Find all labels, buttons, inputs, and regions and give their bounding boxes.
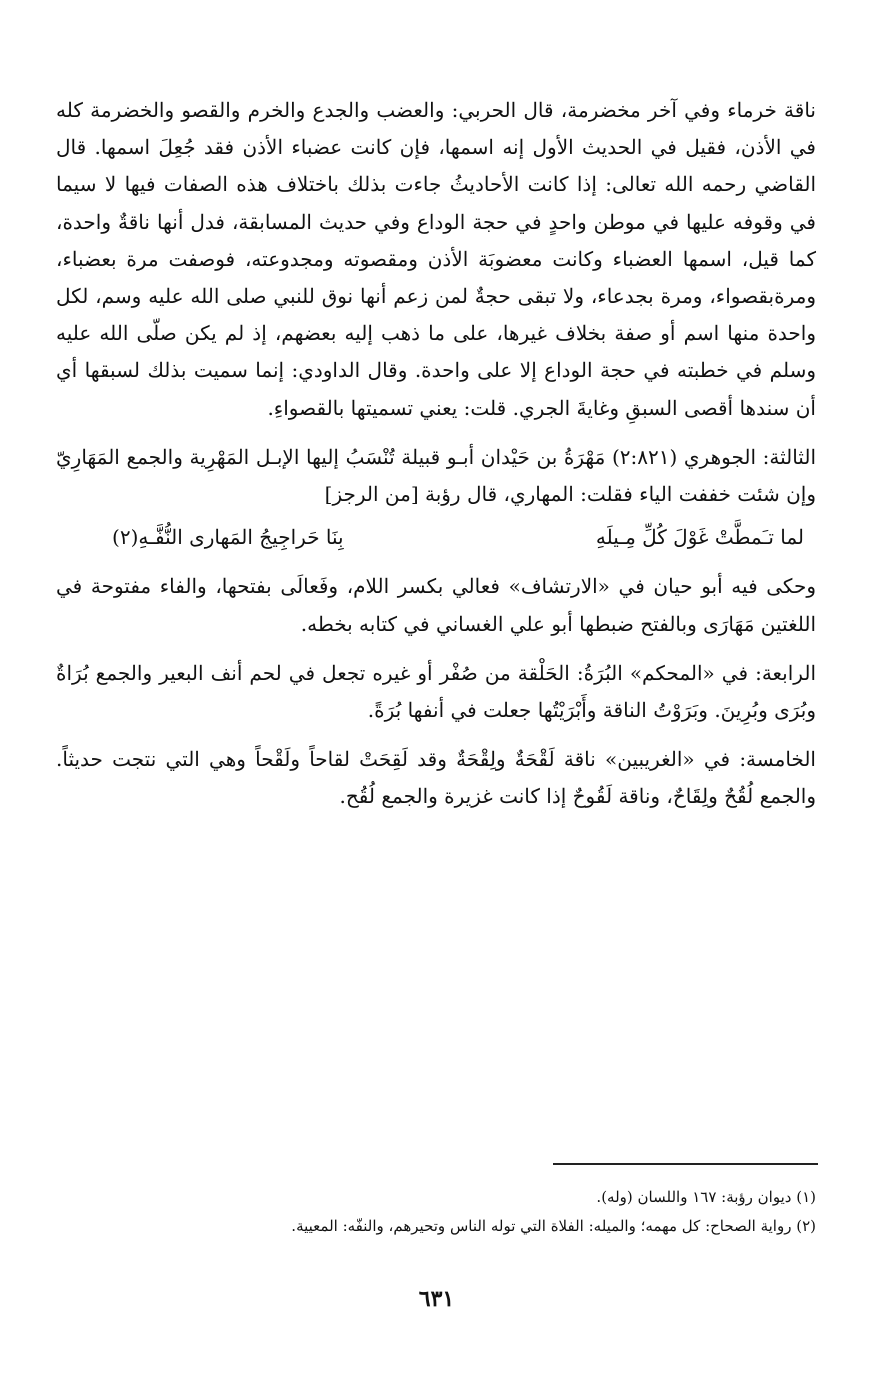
footnote-1: (١) ديوان رؤبة: ١٦٧ واللسان (وله). <box>596 1188 816 1206</box>
paragraph-2: الثالثة: الجوهري (٢:٨٢١) مَهْرَةُ بن حَيْدان أبـو قبيلة تُنْسَبُ إليها الإبـل المَهْرِية والجمع المَهَارِيّ وإن شئت خففت الياء فقلت: المهاري، قال رؤبة [من الرجز] <box>56 444 816 507</box>
verse-hemistich-1: لما تـَمطَّتْ غَوْلَ كُلِّ مِـيلَهِ <box>595 525 804 550</box>
footnote-2: (٢) رواية الصحاح: كل مهمه؛ والميله: الفلاة التي توله الناس وتحيرهم، والنفّه: المعيية. <box>291 1217 816 1235</box>
paragraph-4: الرابعة: في «المحكم» البُرَةُ: الحَلْقة من صُفْر أو غيره تجعل في لحم أنف البعير والجمع بُرَاةٌ وبُرَى وبُرِينَ. وبَرَوْتُ الناقة وأَبْرَيْتُها جعلت في أنفها بُرَةً. <box>56 660 816 723</box>
footnote-divider <box>553 1163 818 1165</box>
main-text <box>56 92 816 816</box>
footnotes <box>56 1183 816 1241</box>
poetry-verse <box>56 513 816 562</box>
paragraph-1: ناقة خرماء وفي آخر مخضرمة، قال الحربي: والعضب والجدع والخرم والقصو والخضرمة كله في الأذن، فقيل في الحديث الأول إنه اسمها، فإن كانت عضباء الأذن فقد جُعِلَ اسمها. قال القاضي رحمه الله تعالى: إذا كانت الأحاديثُ جاءت بذلك باختلاف هذه الصفات فيها لا سيما في وقوفه عليها في موطن واحدٍ في حجة الوداع وفي حديث المسابقة، فدل أنها ناقةٌ واحدة، كما قيل، اسمها العضباء وكانت معضوبَة الأذن ومقصوته ومجدوعته، فوصفت مرة بعضباء، ومرةبقصواء، ومرة بجدعاء، ولا تبقى حجةٌ لمن زعم أنها نوق للنبي صلى الله عليه وسم، لكل واحدة منها اسم أو صفة بخلاف غيرها، على ما ذهب إليه بعضهم، إذ لم يكن صلّى الله عليه وسلم في خطبته في حجة الوداع إلا على واحدة. وقال الداودي: إنما سميت بذلك لسبقها أي أن سندها أقصى السبقِ وغايةَ الجري. قلت: يعني تسميتها بالقصواءِ. <box>56 98 816 420</box>
page-number: ٦٣١ <box>418 1286 455 1312</box>
paragraph-3: وحكى فيه أبو حيان في «الارتشاف» فعالي بكسر اللام، وفَعالَى بفتحها، والفاء مفتوحة في اللغتين مَهَارَى وبالفتح ضبطها أبو علي الغساني في كتابه بخطه. <box>56 574 816 636</box>
paragraph-5: الخامسة: في «الغريبين» ناقة لَقْحَةٌ ولِقْحَةٌ وقد لَقِحَتْ لقاحاً ولَقْحاً وهي التي نتجت حديثاً. والجمع لُقُحٌ ولِقَاحٌ، وناقة لَقُوحٌ إذا كانت غزيرة والجمع لُقُح. <box>56 747 816 809</box>
verse-hemistich-2: بِنَا حَراجِيجُ المَهارى النُّفَّـهِ(٢) <box>112 525 344 550</box>
